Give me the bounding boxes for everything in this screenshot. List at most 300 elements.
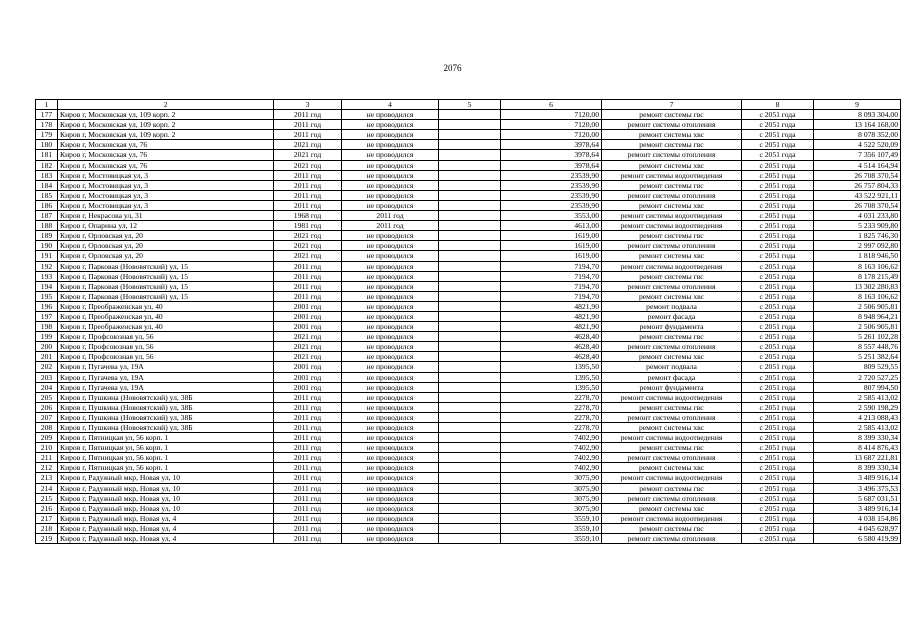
table-cell	[439, 211, 501, 221]
table-cell: не проводился	[342, 110, 439, 120]
table-cell: с 2051 года	[742, 433, 814, 443]
table-cell: 5 687 031,51	[814, 493, 901, 503]
table-cell: 2011 год	[274, 443, 342, 453]
table-cell	[439, 483, 501, 493]
table-cell: ремонт системы хвс	[602, 463, 742, 473]
table-cell: ремонт фасада	[602, 311, 742, 321]
table-cell: ремонт системы гвс	[602, 402, 742, 412]
table-cell: 184	[36, 180, 58, 190]
table-cell: 2 585 413,02	[814, 423, 901, 433]
table-cell: 1 818 946,50	[814, 251, 901, 261]
table-cell: с 2051 года	[742, 443, 814, 453]
table-cell: 4 514 164,94	[814, 160, 901, 170]
table-cell: 178	[36, 120, 58, 130]
table-cell: не проводился	[342, 382, 439, 392]
table-cell: ремонт системы гвс	[602, 271, 742, 281]
table-cell: с 2051 года	[742, 483, 814, 493]
table-cell: 187	[36, 211, 58, 221]
table-cell: с 2051 года	[742, 382, 814, 392]
table-cell: 2011 год	[274, 412, 342, 422]
table-cell	[439, 523, 501, 533]
table-cell: 2021 год	[274, 150, 342, 160]
table-cell: 23539,90	[501, 200, 602, 210]
table-cell: 2011 год	[274, 423, 342, 433]
table-cell: ремонт системы водоотведения	[602, 513, 742, 523]
table-cell	[439, 392, 501, 402]
table-cell: 2278,70	[501, 423, 602, 433]
table-cell: 217	[36, 513, 58, 523]
table-cell	[439, 513, 501, 523]
table-cell: ремонт фундамента	[602, 382, 742, 392]
table-cell: 2011 год	[274, 291, 342, 301]
table-cell: 204	[36, 382, 58, 392]
table-cell	[439, 372, 501, 382]
table-cell: Киров г, Парковая (Нововятский) ул, 15	[58, 291, 274, 301]
table-cell: 4628,40	[501, 342, 602, 352]
table-cell: Киров г, Пугачева ул, 19А	[58, 362, 274, 372]
table-cell: Киров г, Пушкина (Нововятский) ул, 38Б	[58, 412, 274, 422]
table-cell: Киров г, Радужный мкр, Новая ул, 10	[58, 493, 274, 503]
table-cell	[439, 463, 501, 473]
table-cell: с 2051 года	[742, 271, 814, 281]
table-cell: 1968 год	[274, 211, 342, 221]
table-cell: 7 356 107,49	[814, 150, 901, 160]
column-header-3: 3	[274, 100, 342, 110]
table-cell: 7120,00	[501, 130, 602, 140]
table-cell	[439, 190, 501, 200]
table-cell: не проводился	[342, 241, 439, 251]
table-cell: не проводился	[342, 534, 439, 544]
table-cell: 214	[36, 483, 58, 493]
table-cell: 2011 год	[274, 503, 342, 513]
table-cell: не проводился	[342, 453, 439, 463]
table-row	[36, 140, 901, 150]
table-cell: Киров г, Преображенская ул, 40	[58, 322, 274, 332]
table-cell: с 2051 года	[742, 200, 814, 210]
table-cell: 7402,90	[501, 463, 602, 473]
table-row	[36, 463, 901, 473]
table-cell: 2011 год	[274, 281, 342, 291]
table-cell: 2011 год	[274, 402, 342, 412]
table-cell: 26 757 804,33	[814, 180, 901, 190]
table-cell: 2011 год	[274, 513, 342, 523]
table-cell: 207	[36, 412, 58, 422]
table-cell: 8 178 215,49	[814, 271, 901, 281]
table-cell: 4 038 154,86	[814, 513, 901, 523]
table-cell: Киров г, Московская ул, 109 корп. 2	[58, 130, 274, 140]
table-cell	[439, 231, 501, 241]
table-cell: ремонт системы водоотведения	[602, 221, 742, 231]
table-cell: Киров г, Преображенская ул, 40	[58, 311, 274, 321]
table-cell: с 2051 года	[742, 221, 814, 231]
table-cell: не проводился	[342, 130, 439, 140]
table-cell: Киров г, Радужный мкр, Новая ул, 10	[58, 503, 274, 513]
table-cell: 180	[36, 140, 58, 150]
table-cell	[439, 412, 501, 422]
table-cell: 1395,50	[501, 362, 602, 372]
table-cell: Киров г, Московская ул, 76	[58, 140, 274, 150]
table-cell: с 2051 года	[742, 412, 814, 422]
table-cell: 203	[36, 372, 58, 382]
table-cell: с 2051 года	[742, 392, 814, 402]
table-cell: не проводился	[342, 513, 439, 523]
table-cell: не проводился	[342, 443, 439, 453]
table-row	[36, 523, 901, 533]
table-cell	[439, 443, 501, 453]
column-header-8: 8	[742, 100, 814, 110]
table-cell: Киров г, Некрасова ул, 31	[58, 211, 274, 221]
table-cell: 199	[36, 332, 58, 342]
table-cell: ремонт фундамента	[602, 322, 742, 332]
table-cell: ремонт системы отопления	[602, 241, 742, 251]
table-row	[36, 392, 901, 402]
table-row	[36, 120, 901, 130]
data-table	[35, 99, 901, 544]
table-cell: с 2051 года	[742, 281, 814, 291]
table-cell	[439, 503, 501, 513]
table-cell: 2011 год	[274, 392, 342, 402]
table-cell: 2021 год	[274, 251, 342, 261]
table-cell	[439, 120, 501, 130]
table-cell: 2 585 413,02	[814, 392, 901, 402]
table-cell: 2278,70	[501, 412, 602, 422]
table-cell: ремонт системы отопления	[602, 412, 742, 422]
table-cell: 219	[36, 534, 58, 544]
table-cell: 4821,90	[501, 322, 602, 332]
table-cell: Киров г, Орловская ул, 20	[58, 241, 274, 251]
table-cell: с 2051 года	[742, 342, 814, 352]
table-cell: Киров г, Радужный мкр, Новая ул, 10	[58, 483, 274, 493]
table-cell: 192	[36, 261, 58, 271]
table-cell: 1981 год	[274, 221, 342, 231]
table-cell: 2011 год	[274, 483, 342, 493]
table-cell	[439, 241, 501, 251]
table-cell: 215	[36, 493, 58, 503]
table-cell: 2021 год	[274, 342, 342, 352]
table-cell: не проводился	[342, 433, 439, 443]
table-cell: 1395,50	[501, 382, 602, 392]
table-cell: 2011 год	[274, 473, 342, 483]
table-row	[36, 503, 901, 513]
table-cell: 3978,64	[501, 160, 602, 170]
table-cell: 8 163 106,62	[814, 291, 901, 301]
table-cell: не проводился	[342, 493, 439, 503]
table-cell: Киров г, Парковая (Нововятский) ул, 15	[58, 281, 274, 291]
table-cell: Киров г, Радужный мкр, Новая ул, 4	[58, 513, 274, 523]
table-cell: 198	[36, 322, 58, 332]
table-cell: не проводился	[342, 120, 439, 130]
table-cell: Киров г, Парковая (Нововятский) ул, 15	[58, 261, 274, 271]
table-cell: ремонт системы гвс	[602, 443, 742, 453]
table-cell: Киров г, Мостовицкая ул, 3	[58, 180, 274, 190]
table-cell: 1619,00	[501, 241, 602, 251]
table-cell: 23539,90	[501, 190, 602, 200]
table-cell: 208	[36, 423, 58, 433]
table-cell: 193	[36, 271, 58, 281]
table-cell: 4 031 233,80	[814, 211, 901, 221]
column-header-6: 6	[501, 100, 602, 110]
table-cell: ремонт системы хвс	[602, 251, 742, 261]
table-cell	[439, 150, 501, 160]
table-row	[36, 231, 901, 241]
table-cell: с 2051 года	[742, 261, 814, 271]
table-cell: 2001 год	[274, 301, 342, 311]
column-header-2: 2	[58, 100, 274, 110]
table-row	[36, 190, 901, 200]
table-cell: 2 720 527,25	[814, 372, 901, 382]
table-cell: 3 496 375,53	[814, 483, 901, 493]
table-cell: 5 261 102,28	[814, 332, 901, 342]
table-cell: 8 414 876,43	[814, 443, 901, 453]
table-cell	[439, 130, 501, 140]
table-cell: ремонт системы водоотведения	[602, 392, 742, 402]
table-cell: 2011 год	[274, 190, 342, 200]
table-cell: 1 825 746,30	[814, 231, 901, 241]
table-cell	[439, 423, 501, 433]
table-row	[36, 150, 901, 160]
table-row	[36, 412, 901, 422]
table-cell	[439, 271, 501, 281]
table-cell: с 2051 года	[742, 170, 814, 180]
table-cell	[439, 180, 501, 190]
table-cell: 182	[36, 160, 58, 170]
table-cell: 807 994,50	[814, 382, 901, 392]
table-cell: 26 708 370,54	[814, 170, 901, 180]
table-cell: 3 489 916,14	[814, 473, 901, 483]
table-cell: 2021 год	[274, 352, 342, 362]
table-cell: ремонт системы отопления	[602, 493, 742, 503]
table-row	[36, 261, 901, 271]
table-row	[36, 372, 901, 382]
table-cell: 3 489 916,14	[814, 503, 901, 513]
table-cell: с 2051 года	[742, 402, 814, 412]
table-cell: Киров г, Профсоюзная ул, 56	[58, 352, 274, 362]
table-cell: не проводился	[342, 372, 439, 382]
table-cell: с 2051 года	[742, 322, 814, 332]
table-cell	[439, 140, 501, 150]
table-cell: с 2051 года	[742, 251, 814, 261]
table-cell: не проводился	[342, 190, 439, 200]
table-cell: 200	[36, 342, 58, 352]
table-cell: не проводился	[342, 423, 439, 433]
table-cell: 3553,00	[501, 211, 602, 221]
table-cell: не проводился	[342, 261, 439, 271]
table-cell	[439, 534, 501, 544]
table-cell: с 2051 года	[742, 130, 814, 140]
table-cell: 3978,64	[501, 140, 602, 150]
table-cell: ремонт системы водоотведения	[602, 170, 742, 180]
table-cell: Киров г, Орловская ул, 20	[58, 231, 274, 241]
table-cell: 4821,90	[501, 301, 602, 311]
table-cell: Киров г, Московская ул, 76	[58, 160, 274, 170]
table-cell: ремонт подвала	[602, 362, 742, 372]
table-cell: 2011 год	[342, 221, 439, 231]
table-cell: с 2051 года	[742, 332, 814, 342]
table-cell: 2011 год	[274, 493, 342, 503]
table-cell: 209	[36, 433, 58, 443]
table-cell: не проводился	[342, 503, 439, 513]
table-cell: 8 163 106,62	[814, 261, 901, 271]
table-cell: 2 590 198,29	[814, 402, 901, 412]
table-cell	[439, 311, 501, 321]
table-cell: ремонт системы водоотведения	[602, 211, 742, 221]
table-cell: Киров г, Пятницкая ул, 56 корп. 1	[58, 433, 274, 443]
table-cell: 26 708 370,54	[814, 200, 901, 210]
column-header-5: 5	[439, 100, 501, 110]
table-cell: 2011 год	[274, 170, 342, 180]
table-cell	[439, 200, 501, 210]
table-cell: 210	[36, 443, 58, 453]
table-cell: 194	[36, 281, 58, 291]
table-cell: 8 399 330,34	[814, 463, 901, 473]
column-header-4: 4	[342, 100, 439, 110]
table-cell: 2021 год	[274, 241, 342, 251]
table-cell	[439, 362, 501, 372]
table-cell: ремонт системы хвс	[602, 423, 742, 433]
table-cell	[439, 170, 501, 180]
table-row	[36, 311, 901, 321]
table-cell: Киров г, Пушкина (Нововятский) ул, 38Б	[58, 392, 274, 402]
table-row	[36, 271, 901, 281]
table-row	[36, 180, 901, 190]
table-cell: не проводился	[342, 301, 439, 311]
table-cell: с 2051 года	[742, 160, 814, 170]
table-cell: 8 557 448,76	[814, 342, 901, 352]
table-cell: 183	[36, 170, 58, 180]
table-row	[36, 352, 901, 362]
table-cell: ремонт системы отопления	[602, 453, 742, 463]
table-cell: с 2051 года	[742, 211, 814, 221]
table-cell: не проводился	[342, 140, 439, 150]
table-cell	[439, 493, 501, 503]
table-cell	[439, 110, 501, 120]
table-body	[36, 110, 901, 544]
table-cell: с 2051 года	[742, 473, 814, 483]
table-cell: не проводился	[342, 291, 439, 301]
table-cell: 3978,64	[501, 150, 602, 160]
table-cell: с 2051 года	[742, 362, 814, 372]
table-cell: ремонт системы хвс	[602, 160, 742, 170]
table-cell: Киров г, Преображенская ул, 40	[58, 301, 274, 311]
table-cell: не проводился	[342, 392, 439, 402]
table-cell: 7402,90	[501, 443, 602, 453]
table-cell: с 2051 года	[742, 453, 814, 463]
table-cell: 195	[36, 291, 58, 301]
table-cell: 5 251 382,64	[814, 352, 901, 362]
column-header-1: 1	[36, 100, 58, 110]
table-cell: Киров г, Московская ул, 109 корп. 2	[58, 120, 274, 130]
table-cell: Киров г, Радужный мкр, Новая ул, 4	[58, 534, 274, 544]
table-cell: 3075,90	[501, 493, 602, 503]
table-cell	[439, 261, 501, 271]
table-row	[36, 221, 901, 231]
table-cell: 185	[36, 190, 58, 200]
table-row	[36, 200, 901, 210]
table-cell: ремонт системы отопления	[602, 281, 742, 291]
table-cell: не проводился	[342, 483, 439, 493]
table-cell: 43 522 921,11	[814, 190, 901, 200]
table-cell: 2001 год	[274, 382, 342, 392]
table-cell: с 2051 года	[742, 423, 814, 433]
table-cell: Киров г, Пушкина (Нововятский) ул, 38Б	[58, 402, 274, 412]
table-cell: 3075,90	[501, 483, 602, 493]
table-cell: 177	[36, 110, 58, 120]
table-cell: 2011 год	[274, 261, 342, 271]
table-cell: 7120,00	[501, 120, 602, 130]
table-cell: с 2051 года	[742, 180, 814, 190]
table-cell: не проводился	[342, 352, 439, 362]
table-cell: с 2051 года	[742, 372, 814, 382]
table-header-row	[36, 100, 901, 110]
column-header-9: 9	[814, 100, 901, 110]
table-row	[36, 362, 901, 372]
table-cell: ремонт системы гвс	[602, 180, 742, 190]
table-cell: 4628,40	[501, 332, 602, 342]
table-cell: с 2051 года	[742, 231, 814, 241]
table-cell: ремонт системы гвс	[602, 231, 742, 241]
table-row	[36, 170, 901, 180]
table-cell: Киров г, Мостовицкая ул, 3	[58, 200, 274, 210]
table-row	[36, 443, 901, 453]
table-cell: 2278,70	[501, 392, 602, 402]
table-cell: с 2051 года	[742, 110, 814, 120]
table-cell: 2011 год	[274, 523, 342, 533]
table-cell: ремонт системы отопления	[602, 190, 742, 200]
table-cell: 7402,90	[501, 433, 602, 443]
table-cell: Киров г, Радужный мкр, Новая ул, 10	[58, 473, 274, 483]
table-cell: ремонт системы хвс	[602, 352, 742, 362]
table-cell: 2001 год	[274, 322, 342, 332]
table-row	[36, 402, 901, 412]
table-cell: 2011 год	[274, 271, 342, 281]
table-cell: 1619,00	[501, 251, 602, 261]
table-cell: с 2051 года	[742, 190, 814, 200]
table-cell: Киров г, Пугачева ул, 19А	[58, 382, 274, 392]
table-cell: не проводился	[342, 342, 439, 352]
table-cell: 218	[36, 523, 58, 533]
table-cell: не проводился	[342, 271, 439, 281]
table-cell: 211	[36, 453, 58, 463]
table-cell: 188	[36, 221, 58, 231]
table-cell: не проводился	[342, 412, 439, 422]
table-cell: Киров г, Пушкина (Нововятский) ул, 38Б	[58, 423, 274, 433]
table-cell: 196	[36, 301, 58, 311]
table-cell: Киров г, Профсоюзная ул, 56	[58, 342, 274, 352]
column-header-7: 7	[602, 100, 742, 110]
table-row	[36, 291, 901, 301]
table-cell: ремонт системы гвс	[602, 483, 742, 493]
table-row	[36, 211, 901, 221]
table-cell: ремонт системы отопления	[602, 120, 742, 130]
table-cell: не проводился	[342, 311, 439, 321]
table-cell: не проводился	[342, 523, 439, 533]
table-cell: 7120,00	[501, 110, 602, 120]
table-cell: с 2051 года	[742, 140, 814, 150]
table-row	[36, 473, 901, 483]
table-cell: 197	[36, 311, 58, 321]
table-cell	[439, 352, 501, 362]
table-cell: 2011 год	[274, 130, 342, 140]
table-cell: с 2051 года	[742, 352, 814, 362]
table-cell: 2 506 905,81	[814, 322, 901, 332]
table-row	[36, 130, 901, 140]
table-cell	[439, 301, 501, 311]
table-cell: 189	[36, 231, 58, 241]
table-cell: Киров г, Московская ул, 76	[58, 150, 274, 160]
table-cell: Киров г, Радужный мкр, Новая ул, 4	[58, 523, 274, 533]
table-row	[36, 534, 901, 544]
table-cell	[439, 433, 501, 443]
